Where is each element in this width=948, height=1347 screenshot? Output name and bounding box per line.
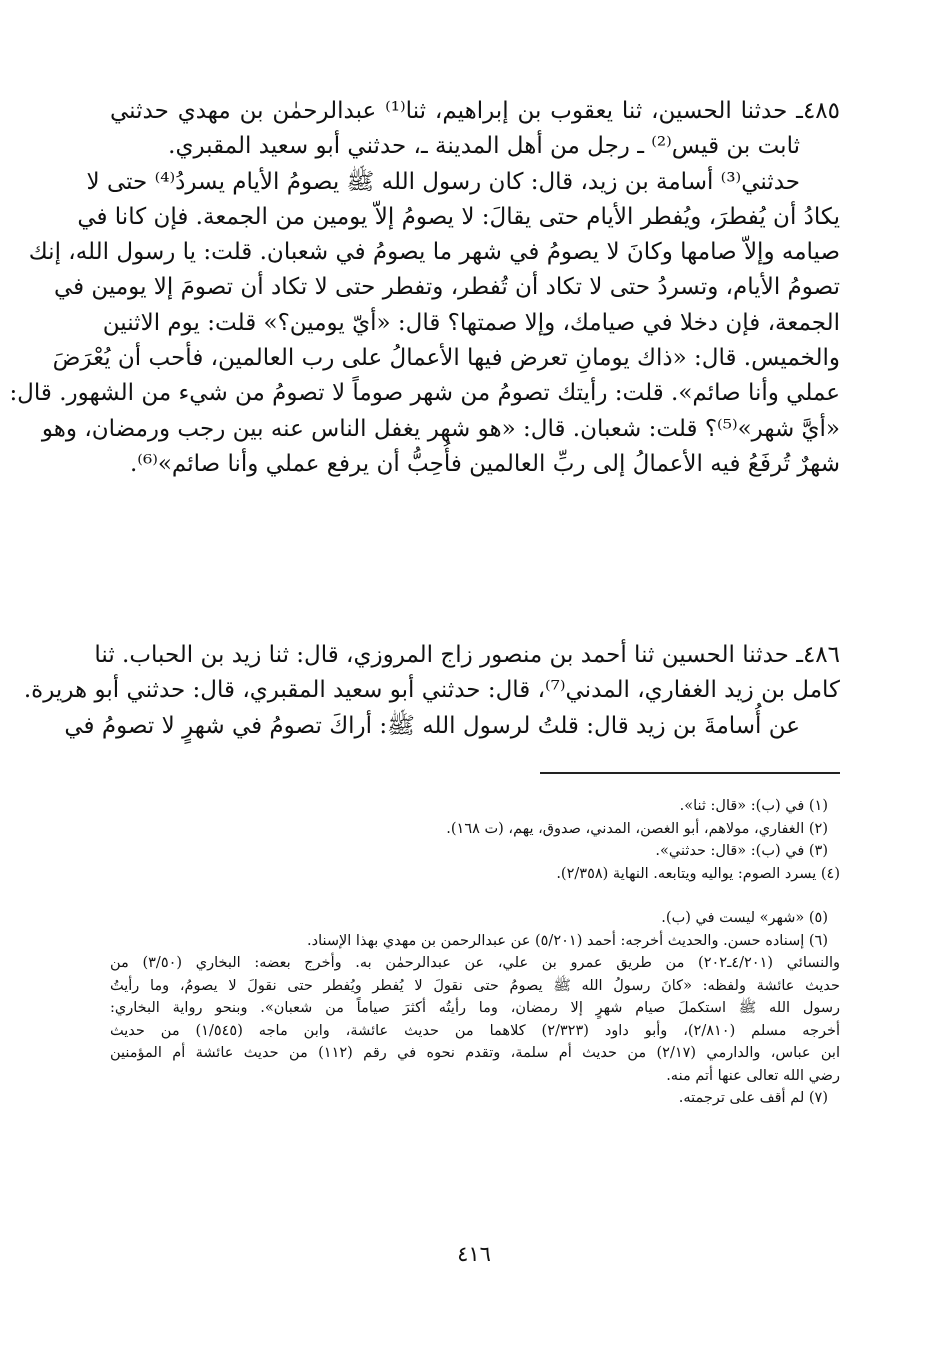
footnote-1: (١) في (ب): «قال: ثنا».	[679, 798, 828, 814]
footnote-6-line: والنسائي (٤/٢٠١ـ٢٠٢) من طريق عمرو بن علي، عن عبدالرحمٰن به. وأخرج بعضه: البخاري (٣/٥٠) من	[110, 955, 841, 971]
text-line: ٤٨٥ـ حدثنا الحسين، ثنا يعقوب بن إبراهيم، ثنا⁽¹⁾ عبدالرحمٰن بن مهدي حدثني	[110, 98, 840, 124]
footnote-4: (٤) يسرد الصوم: يواليه ويتابعه. النهاية (٢/٣٥٨).	[556, 865, 840, 882]
text-line: ٤٨٦ـ حدثنا الحسين ثنا أحمد بن منصور زاج المروزي، قال: ثنا زيد بن الحباب. ثنا	[94, 642, 840, 668]
footnote-5: (٥) «شهر» ليست في (ب).	[661, 910, 828, 926]
footnote-6-line: أخرجه مسلم (٢/٨١٠)، وأبو داود (٢/٣٢٣) كلاهما من حديث عائشة، وابن ماجه (١/٥٤٥) من حديث	[110, 1022, 840, 1039]
footnote-2: (٢) الغفاري، مولاهم، أبو الغصن، المدني، صدوق، يهم، (ت ١٦٨).	[446, 820, 828, 837]
hadith-485	[9, 94, 840, 482]
text-line: «أيَّ شهر»⁽⁵⁾؟ قلت: شعبان. قال: «هو شهر يغفل الناس عنه بين رجب ورمضان، وهو	[41, 415, 840, 442]
page-number: ٤١٦	[457, 1242, 491, 1266]
text-line: عن أُسامةَ بن زيد قال: قلتُ لرسول الله ﷺ: أراكَ تصومُ في شهرٍ لا تصومُ في	[64, 712, 800, 739]
text-line: عملي وأنا صائم». قلت: رأيتك تصومُ من شهر صوماً لا تصومُ من شيء من الشهور. قال:	[9, 380, 840, 407]
text-line: ثابت بن قيس⁽²⁾ ـ رجل من أهل المدينة ـ، حدثني أبو سعيد المقبري.	[168, 133, 800, 160]
text-line: يكادُ أن يُفطرَ، ويُفطر الأيام حتى يقالَ: لا يصومُ إلاّ يومين من الجمعة. فإن كانا في	[77, 203, 840, 230]
text-line: صيامه وإلاّ صامها وكانَ لا يصومُ في شهر ما يصومُ في شعبان. قلت: يا رسول الله، إنك	[28, 239, 840, 266]
footnote-6-line: رسول الله ﷺ استكملَ صيام شهرٍ إلا رمضان، وما رأيتُه أكثرَ صياماً من شعبان». وبنحو رواية البخاري:	[110, 1000, 840, 1016]
footnote-separator	[540, 772, 840, 774]
hadith-486	[23, 638, 840, 744]
footnote-3: (٣) في (ب): «قال: حدثني».	[655, 843, 828, 859]
text-line: حدثني⁽³⁾ أسامة بن زيد، قال: كان رسول الله ﷺ يصومُ الأيام يسردُ⁽⁴⁾ حتى لا	[86, 168, 800, 195]
footnote-7: (٧) لم أقف على ترجمته.	[678, 1090, 828, 1106]
text-line: والخميس. قال: «ذاك يومانِ تعرض فيها الأعمالُ على رب العالمين، فأحب أن يُعْرَضَ	[52, 345, 840, 372]
footnote-6-line: (٦) إسناده حسن. والحديث أخرجه: أحمد (٥/٢٠١) عن عبدالرحمن بن مهدي بهذا الإسناد.	[307, 932, 828, 949]
text-line: كامل بن زيد الغفاري، المدني⁽⁷⁾، قال: حدثني أبو سعيد المقبري، قال: حدثني أبو هريرة.	[23, 677, 840, 704]
text-line: شهرٌ تُرفَعُ فيه الأعمالُ إلى ربِّ العالمين فأُحِبُّ أن يرفع عملي وأنا صائم»⁽⁶⁾.	[129, 450, 840, 477]
text-line: تصومُ الأيام، وتسردُ حتى لا تكاد أن تُفطر، وتفطر حتى لا تكاد أن تصومَ إلا يومين في	[53, 274, 840, 301]
footnote-6-line: ابن عباس، والدارمي (٢/١٧) من حديث أم سلمة، وتقدم نحوه في رقم (١١٢) من حديث عائشة أم المؤمنين	[110, 1045, 840, 1061]
footnote-6-line: حديث عائشة ولفظه: «كانَ رسولُ الله ﷺ يصومُ حتى نقولَ لا يُفطر ويُفطر حتى نقولَ لا يصومُ، وما رأيتُ	[110, 977, 840, 994]
text-line: الجمعة، فإن دخلا في صيامك، وإلا صمتها؟ قال: «أيّ يومين؟» قلت: يوم الاثنين	[102, 309, 840, 336]
footnote-6-line: رضي الله تعالى عنها أتم منه.	[666, 1067, 840, 1084]
footnotes	[110, 795, 840, 1110]
